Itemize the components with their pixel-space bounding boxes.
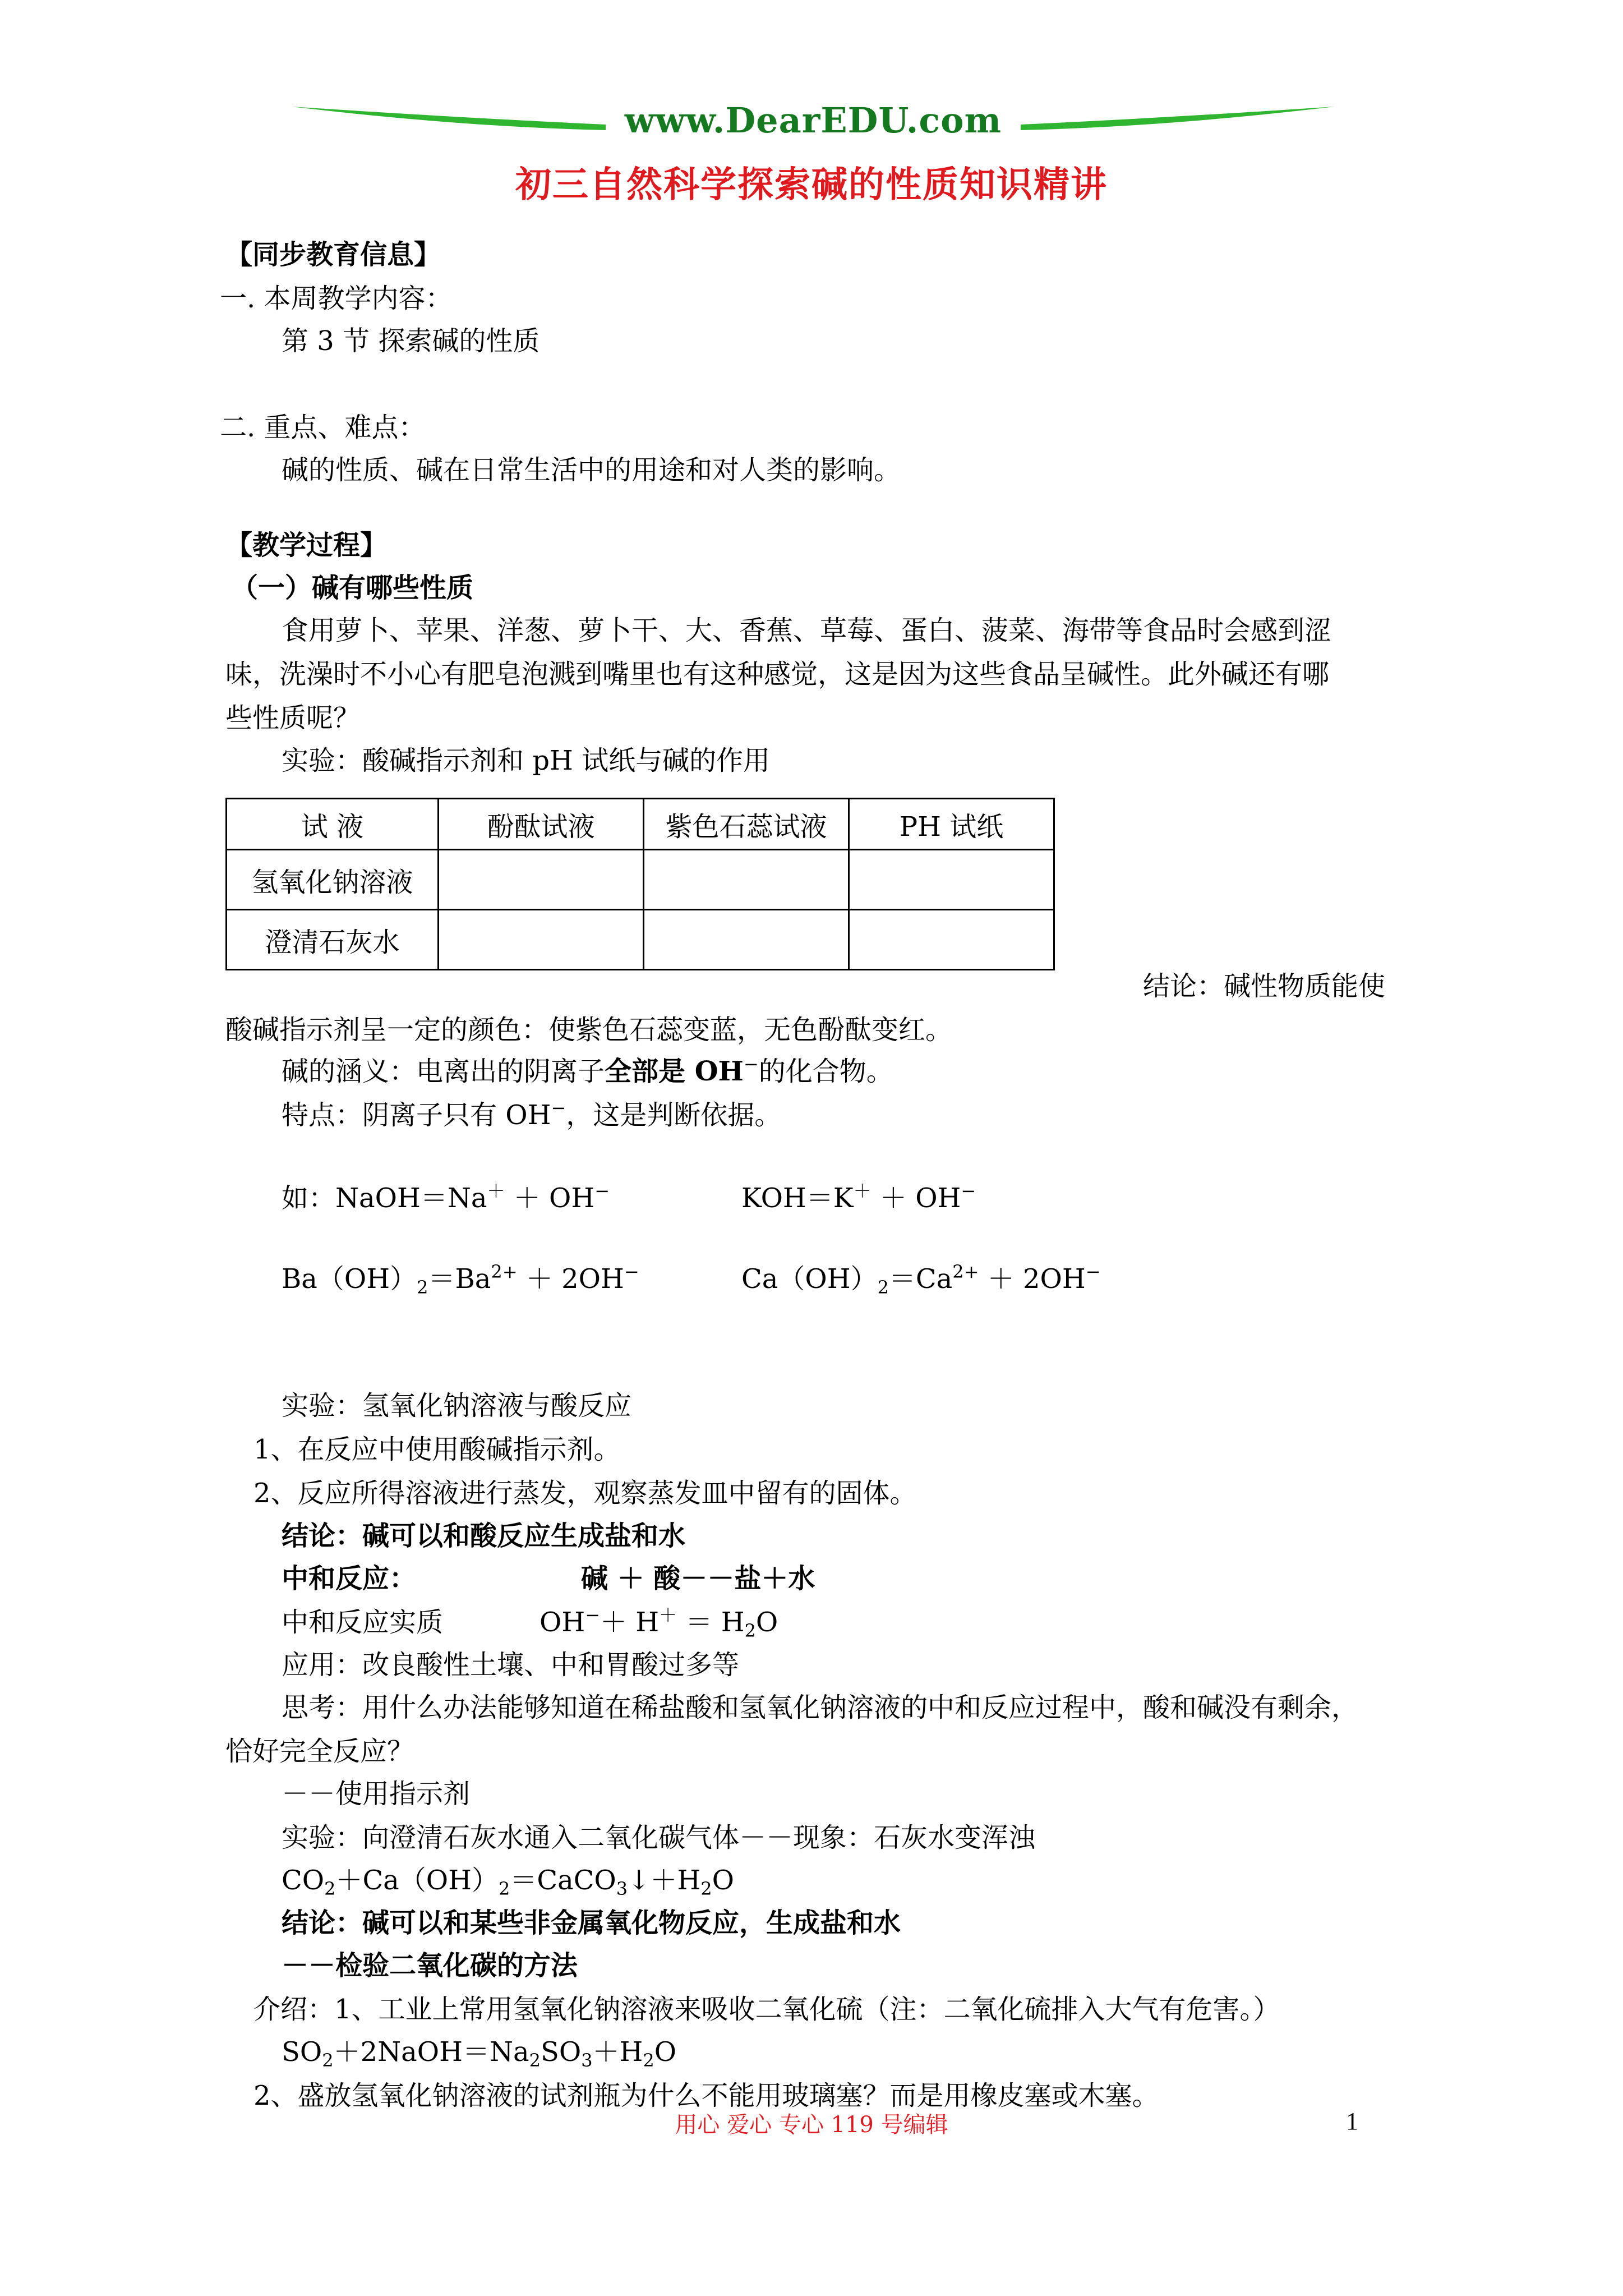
equation-baoh2: $Ba(OH)_2=Ba^{2+} + 2OH^-$ bbox=[282, 1261, 639, 1298]
table-cell bbox=[644, 910, 849, 970]
experiment-3: 实验：向澄清石灰水通入二氧化碳气体－－现象：石灰水变浑浊 bbox=[282, 1822, 1036, 1853]
think-question-cont: 恰好完全反应？ bbox=[225, 1736, 414, 1767]
intro-1: 介绍：1、工业上常用氢氧化钠溶液来吸收二氧化硫（注：二氧化硫排入大气有危害。） bbox=[253, 1994, 1280, 2025]
answer: －－使用指示剂 bbox=[282, 1778, 471, 1810]
neutralization-equation: 碱 ＋ 酸－－盐＋水 bbox=[581, 1563, 815, 1594]
table-cell bbox=[849, 850, 1054, 910]
table-cell bbox=[439, 850, 644, 910]
document-title: 初三自然科学探索碱的性质知识精讲 bbox=[515, 164, 1108, 206]
table-cell bbox=[439, 910, 644, 970]
week-content: 第 3 节 探索碱的性质 bbox=[282, 325, 540, 357]
neutralization-label: 中和反应： bbox=[282, 1563, 417, 1594]
equation-co2-limewater: $CO_2+Ca(OH)_2=CaCO_3↓+H_2O$ bbox=[282, 1865, 734, 1899]
part1-heading: （一）碱有哪些性质 bbox=[231, 572, 474, 604]
step-2: 2、反应所得溶液进行蒸发，观察蒸发皿中留有的固体。 bbox=[253, 1478, 917, 1509]
conclusion-1: 结论：碱性物质能使 bbox=[1143, 970, 1386, 1002]
equation-naoh: 如：NaOH＝Na＋ ＋ OH− bbox=[282, 1180, 610, 1214]
logo-text: www.DearEDU.com bbox=[624, 100, 1002, 141]
base-definition: 碱的涵义：电离出的阴离子全部是 OH−的化合物。 bbox=[282, 1053, 893, 1087]
conclusion-1-cont: 酸碱指示剂呈一定的颜色：使紫色石蕊变蓝，无色酚酞变红。 bbox=[225, 1014, 953, 1046]
table-cell: 澄清石灰水 bbox=[227, 910, 439, 970]
site-logo bbox=[292, 95, 1335, 146]
key-points: 碱的性质、碱在日常生活中的用途和对人类的影响。 bbox=[282, 454, 901, 486]
paragraph-line: 味，洗澡时不小心有肥皂泡溅到嘴里也有这种感觉，这是因为这些食品呈碱性。此外碱还有哪 bbox=[225, 659, 1330, 690]
base-feature: 特点：阴离子只有 OH−，这是判断依据。 bbox=[282, 1097, 782, 1131]
experiment-2: 实验：氢氧化钠溶液与酸反应 bbox=[282, 1390, 632, 1421]
key-points-label: 二. 重点、难点： bbox=[220, 412, 426, 443]
table-header: 试 液 bbox=[227, 799, 439, 850]
neutralization-essence-label: 中和反应实质 bbox=[282, 1607, 444, 1638]
week-content-label: 一. 本周教学内容： bbox=[220, 283, 453, 314]
indicator-table bbox=[225, 798, 1055, 970]
step-1: 1、在反应中使用酸碱指示剂。 bbox=[253, 1434, 621, 1465]
equation-so2: $SO_2+2NaOH=Na_2SO_3+H_2O$ bbox=[282, 2036, 677, 2071]
neutralization-essence-eq: $OH^-+ H^+ = H_2O$ bbox=[540, 1604, 778, 1641]
equation-koh: KOH＝K＋ ＋ OH− bbox=[741, 1180, 976, 1214]
think-question: 思考：用什么办法能够知道在稀盐酸和氢氧化钠溶液的中和反应过程中，酸和碱没有剩余， bbox=[282, 1692, 1359, 1723]
conclusion-2: 结论：碱可以和酸反应生成盐和水 bbox=[282, 1520, 686, 1552]
table-header: PH 试纸 bbox=[849, 799, 1054, 850]
paragraph-line: 些性质呢？ bbox=[225, 702, 361, 734]
experiment-1: 实验：酸碱指示剂和 pH 试纸与碱的作用 bbox=[282, 745, 771, 776]
section-heading-sync-info: 【同步教育信息】 bbox=[225, 239, 441, 270]
paragraph-line: 食用萝卜、苹果、洋葱、萝卜干、大、香蕉、草莓、蛋白、菠菜、海带等食品时会感到涩 bbox=[282, 615, 1332, 646]
equation-caoh2: $Ca(OH)_2=Ca^{2+} + 2OH^-$ bbox=[741, 1261, 1101, 1298]
table-header: 紫色石蕊试液 bbox=[644, 799, 849, 850]
co2-test-method: －－检验二氧化碳的方法 bbox=[282, 1950, 578, 1981]
section-heading-process: 【教学过程】 bbox=[225, 530, 388, 561]
intro-2: 2、盛放氢氧化钠溶液的试剂瓶为什么不能用玻璃塞？而是用橡皮塞或木塞。 bbox=[253, 2080, 1159, 2111]
page-number: 1 bbox=[1346, 2108, 1358, 2135]
table-cell bbox=[849, 910, 1054, 970]
table-cell bbox=[644, 850, 849, 910]
application: 应用：改良酸性土壤、中和胃酸过多等 bbox=[282, 1649, 740, 1681]
footer-text: 用心 爱心 专心 119 号编辑 bbox=[675, 2112, 948, 2138]
conclusion-3: 结论：碱可以和某些非金属氧化物反应，生成盐和水 bbox=[282, 1907, 901, 1939]
table-cell: 氢氧化钠溶液 bbox=[227, 850, 439, 910]
table-header: 酚酞试液 bbox=[439, 799, 644, 850]
